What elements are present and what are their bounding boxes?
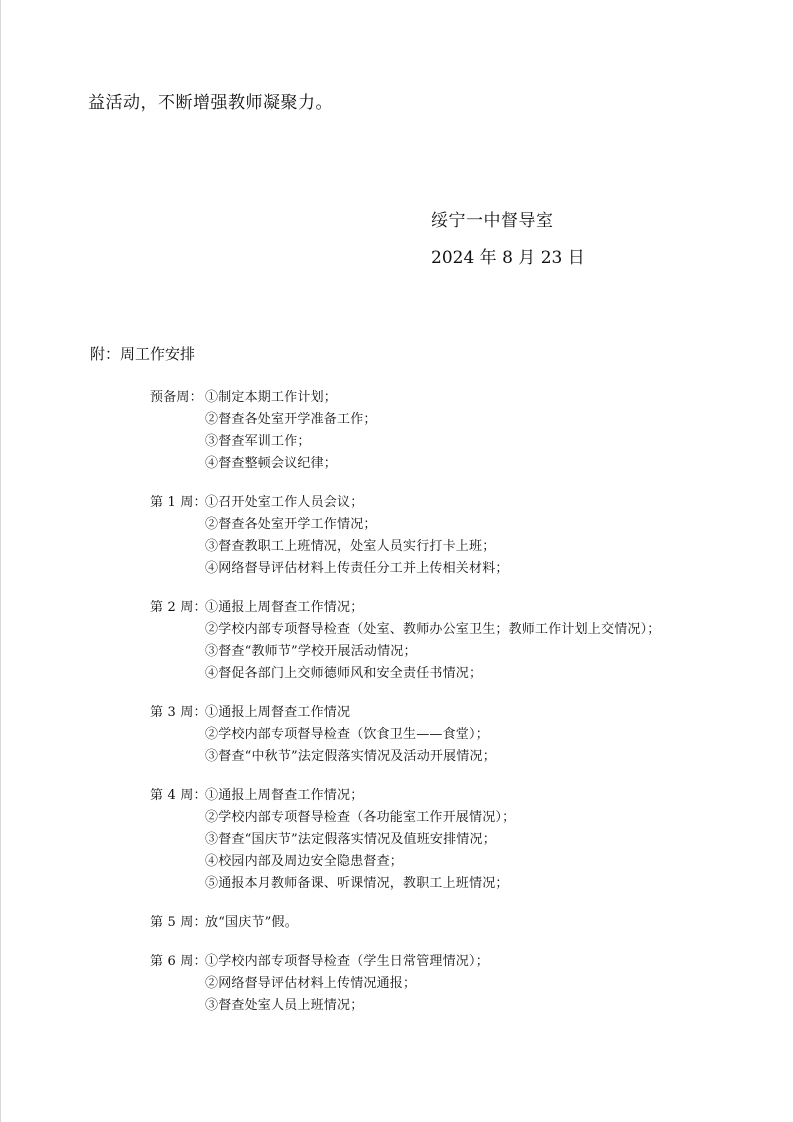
schedule-item: ②学校内部专项督导检查（处室、教师办公室卫生；教师工作计划上交情况）； [205,621,661,637]
schedule-row [150,384,750,406]
schedule-item: ①学校内部专项督导检查（学生日常管理情况）； [205,953,489,969]
schedule-item: ②网络督导评估材料上传情况通报； [205,975,417,991]
schedule-row [150,450,750,472]
schedule-row [150,782,750,804]
schedule-row [150,428,750,450]
schedule-item: ①通报上周督查工作情况； [205,787,364,803]
schedule-row [150,533,750,555]
schedule-row [150,660,750,682]
schedule-week [150,384,750,472]
schedule-row [150,638,750,660]
schedule-row [150,970,750,992]
week-label: 第 3 周： [150,704,207,720]
schedule-row [150,909,750,931]
week-label: 第 5 周： [150,914,207,930]
schedule-row [150,406,750,428]
schedule-row [150,870,750,892]
attachment-title: 附：周工作安排 [90,345,196,363]
schedule-item: ③督查军训工作； [205,433,311,449]
schedule-item: ③督查“国庆节”法定假落实情况及值班安排情况； [205,831,496,847]
schedule-item: ②学校内部专项督导检查（饮食卫生——食堂）； [205,726,489,742]
schedule-week [150,699,750,765]
schedule-item: ③督查处室人员上班情况； [205,997,364,1013]
schedule-item: ⑤通报本月教师备课、听课情况，教职工上班情况； [205,875,509,891]
schedule-item: ④网络督导评估材料上传责任分工并上传相关材料； [205,560,509,576]
schedule-row [150,948,750,970]
weekly-schedule [150,384,750,1031]
week-label: 预备周： [150,389,203,405]
week-label: 第 2 周： [150,599,207,615]
schedule-row [150,848,750,870]
schedule-row [150,555,750,577]
schedule-week [150,909,750,931]
intro-paragraph-tail: 益活动，不断增强教师凝聚力。 [88,93,333,113]
schedule-item: ④校园内部及周边安全隐患督查； [205,853,404,869]
schedule-week [150,594,750,682]
schedule-item: ①通报上周督查工作情况； [205,599,364,615]
schedule-row [150,594,750,616]
schedule-item: ②督查各处室开学工作情况； [205,516,377,532]
schedule-item: ③督查“教师节”学校开展活动情况； [205,643,417,659]
schedule-row [150,511,750,533]
schedule-week [150,489,750,577]
week-label: 第 6 周： [150,953,207,969]
week-label: 第 4 周： [150,787,207,803]
signature-organization: 绥宁一中督导室 [431,211,554,231]
schedule-item: ①召开处室工作人员会议； [205,494,364,510]
schedule-item: ④督促各部门上交师德师风和安全责任书情况； [205,665,483,681]
schedule-week [150,948,750,1014]
schedule-item: ③督查“中秋节”法定假落实情况及活动开展情况； [205,748,496,764]
schedule-row [150,743,750,765]
signature-date: 2024 年 8 月 23 日 [431,248,585,268]
schedule-row [150,699,750,721]
schedule-item: ①制定本期工作计划； [205,389,338,405]
schedule-row [150,721,750,743]
schedule-item: ②督查各处室开学准备工作； [205,411,377,427]
schedule-item: ①通报上周督查工作情况 [205,704,351,720]
schedule-row [150,489,750,511]
schedule-row [150,992,750,1014]
schedule-item: ③督查教职工上班情况，处室人员实行打卡上班； [205,538,496,554]
page-left-border [0,0,1,1122]
schedule-week [150,782,750,892]
schedule-row [150,616,750,638]
schedule-item: ④督查整顿会议纪律； [205,455,338,471]
schedule-row [150,826,750,848]
schedule-item: ②学校内部专项督导检查（各功能室工作开展情况）； [205,809,516,825]
week-label: 第 1 周： [150,494,207,510]
schedule-item: 放“国庆节”假。 [205,914,298,930]
schedule-row [150,804,750,826]
